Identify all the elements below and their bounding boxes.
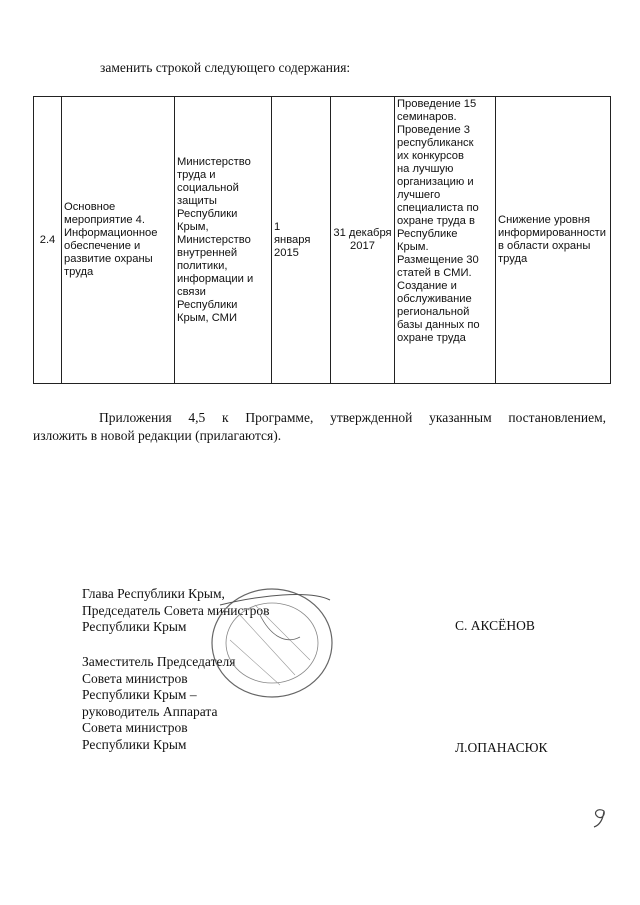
page-mark-handwritten	[588, 805, 612, 831]
expected-result: Снижение уровня информированности в области охраны труда	[496, 97, 611, 384]
actions-cell: Проведение 15 семинаров. Проведение 3 республиканск их конкурсов на лучшую организацию и лучшего специалиста по охране труда в Республике Крым. Размещение 30 статей в СМИ. Создание и обслуживание региональной базы данных по охране труда	[395, 97, 496, 384]
paragraph	[33, 409, 606, 445]
signatory-title-1: Глава Республики Крым, Председатель Совета министров Республики Крым	[82, 586, 270, 634]
signatory-name-1: С. АКСЁНОВ	[455, 618, 535, 633]
paragraph-line-2: изложить в новой редакции (прилагаются).	[33, 428, 282, 443]
table-row	[34, 97, 611, 384]
signatory-name-2: Л.ОПАНАСЮК	[455, 740, 548, 755]
end-date: 31 декабря 2017	[331, 97, 395, 384]
program-table	[33, 96, 611, 384]
executors-cell: Министерство труда и социальной защиты Республики Крым, Министерство внутренней политики, информации и связи Республики Крым, СМИ	[175, 97, 272, 384]
signatory-title-2: Заместитель Председателя Совета министров Республики Крым – руководитель Аппарата Совета министров Республики Крым	[82, 654, 236, 752]
start-date: 1 января 2015	[272, 97, 331, 384]
intro-text: заменить строкой следующего содержания:	[100, 60, 351, 75]
seal-stamp-icon	[200, 585, 350, 705]
activity-name: Основное мероприятие 4. Информационное обеспечение и развитие охраны труда	[62, 97, 175, 384]
row-number: 2.4	[34, 97, 62, 384]
paragraph-line-1: Приложения 4,5 к Программе, утвержденной указанным постановлением,	[99, 410, 606, 425]
